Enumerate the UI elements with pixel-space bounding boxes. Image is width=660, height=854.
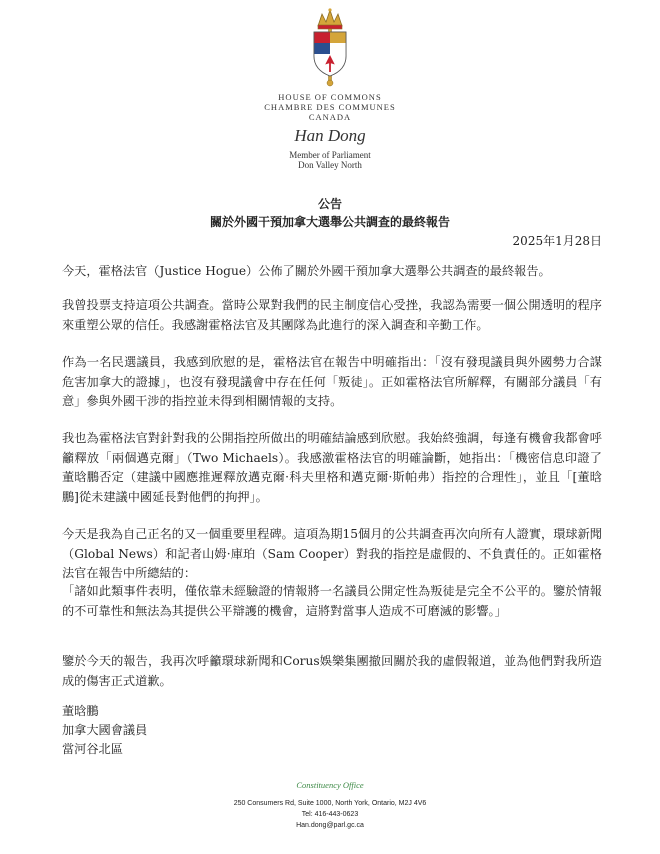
quote-paragraph: 「諸如此類事件表明，僅依靠未經驗證的情報將一名議員公開定性為叛徒是完全不公平的。鑒於情報的不可靠性和無法為其提供公平辯護的機會，這將對當事人造成不可磨滅的影響。」 [62,584,602,618]
office-address: 250 Consumers Rd, Suite 1000, North York, Ontario, M2J 4V6 [233,800,427,807]
house-of-commons-crest-icon [300,6,360,88]
country-name: CANADA [308,112,352,122]
house-name-fr: CHAMBRE DES COMMUNES [264,102,396,112]
paragraph-4: 我也為霍格法官對針對我的公開指控所做出的明確結論感到欣慰。我始終強調，每逢有機會我都會呼籲釋放「兩個邁克爾」（Two Michaels）。我感激霍格法官的明確論斷，她指出：「機密信息印證了董晗鵬否定（建議中國應推遲釋放邁克爾·科夫里格和邁克爾·斯帕弗）指控的合理性」，並且「[董晗鵬]從未建議中國延長對他們的拘押」。 [62,431,602,504]
signature-title: 加拿大國會議員 [62,723,148,737]
notice-date: 2025年1月28日 [512,234,602,248]
signature-name: 董晗鵬 [62,704,99,718]
notice-title: 公告 [317,197,342,211]
house-name-en: HOUSE OF COMMONS [278,92,382,102]
office-phone: Tel: 416-443-0623 [301,811,359,818]
signature-riding: 當河谷北區 [62,742,123,756]
paragraph-7: 鑒於今天的報告，我再次呼籲環球新聞和Corus娛樂集團撤回關於我的虛假報道，並為他們對我所造成的傷害正式道歉。 [62,654,602,688]
paragraph-2: 我曾投票支持這項公共調查。當時公眾對我們的民主制度信心受挫，我認為需要一個公開透明的程序來重塑公眾的信任。我感謝霍格法官及其團隊為此進行的深入調查和辛勤工作。 [62,298,602,332]
office-email[interactable]: Han.dong@parl.gc.ca [296,822,364,829]
mp-riding: Don Valley North [298,160,362,170]
paragraph-5: 今天是我為自己正名的又一個重要里程碑。這項為期15個月的公共調查再次向所有人證實，環球新聞（Global News）和記者山姆·庫珀（Sam Cooper）對我的指控是虛假的、不負責任的。正如霍格法官在報告中所總結的： [62,527,602,580]
letterhead-institution [0,92,660,122]
constituency-office-label: Constituency Office [296,780,364,790]
paragraph-1: 今天，霍格法官（Justice Hogue）公佈了關於外國干預加拿大選舉公共調查的最終報告。 [62,264,551,278]
mp-signature-name: Han Dong [294,126,366,145]
mp-role: Member of Parliament [289,150,371,160]
paragraph-3: 作為一名民選議員，我感到欣慰的是，霍格法官在報告中明確指出：「沒有發現議員與外國勢力合謀危害加拿大的證據」，也沒有發現議會中存在任何「叛徒」。正如霍格法官所解釋，有關部分議員「有意」參與外國干涉的指控並未得到相關情報的支持。 [62,355,602,408]
notice-subtitle: 關於外國干預加拿大選舉公共調查的最終報告 [209,215,450,229]
